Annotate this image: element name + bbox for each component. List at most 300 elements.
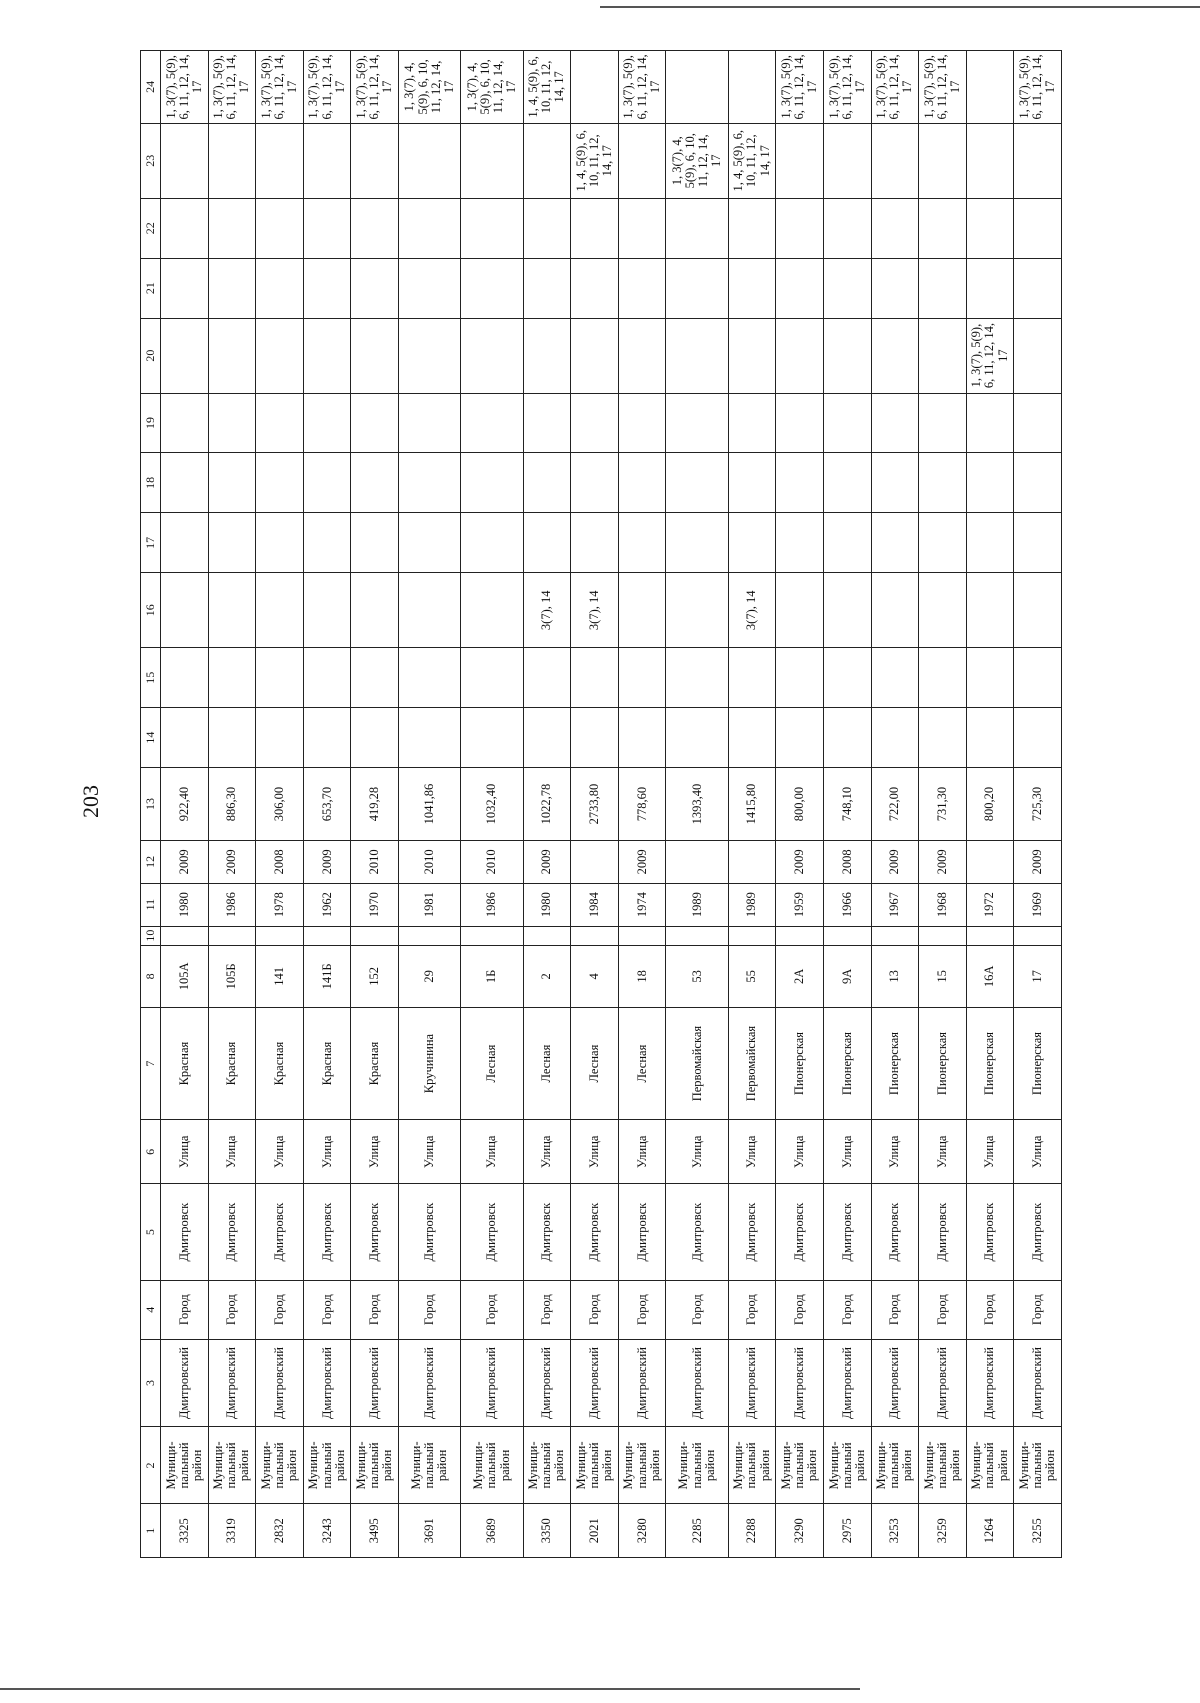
table-cell [523,648,571,708]
table-cell [523,258,571,318]
table-cell [1014,453,1062,513]
table-cell: 1, 3(7), 5(9), 6, 11, 12, 14, 17 [161,51,209,124]
table-cell [303,393,351,453]
table-cell: Пионерская [966,1007,1014,1119]
column-header: 19 [141,393,161,453]
table-cell: Кручинина [398,1007,460,1119]
table-cell: 1962 [303,883,351,926]
table-cell: 3350 [523,1504,571,1558]
table-cell: 2009 [208,840,256,883]
table-cell: 2008 [256,840,304,883]
table-cell: 3290 [776,1504,824,1558]
table-cell: 1393,40 [666,768,728,841]
table-cell [461,198,523,258]
column-header: 4 [141,1280,161,1339]
table-cell [776,393,824,453]
table-row [618,51,666,1558]
table-cell [728,648,776,708]
table-row [1014,51,1062,1558]
table-cell: Дмитровский [208,1339,256,1427]
table-cell [161,926,209,945]
table-row [776,51,824,1558]
table-cell [966,840,1014,883]
table-cell: 2733,80 [571,768,619,841]
table-cell: Дмитровский [919,1339,967,1427]
table-cell: 1966 [823,883,871,926]
table-cell: 4 [571,945,619,1007]
table-cell [776,648,824,708]
table-cell [398,258,460,318]
table-cell [208,708,256,768]
table-cell [398,198,460,258]
table-cell: 18 [618,945,666,1007]
table-cell: Улица [966,1120,1014,1184]
table-cell [303,573,351,648]
table-cell [966,708,1014,768]
table-cell: 2А [776,945,824,1007]
table-cell: Город [776,1280,824,1339]
table-cell [351,318,399,393]
table-cell [776,513,824,573]
table-cell [256,926,304,945]
table-cell [666,840,728,883]
table-cell: 1, 4, 5(9), 6, 10, 11, 12, 14, 17 [523,51,571,124]
table-cell: 1, 3(7), 5(9), 6, 11, 12, 14, 17 [919,51,967,124]
table-cell: Дмитровский [523,1339,571,1427]
table-cell [398,393,460,453]
table-cell: Муници-пальный район [208,1427,256,1504]
table-cell: 1, 3(7), 5(9), 6, 11, 12, 14, 17 [618,51,666,124]
table-cell [351,393,399,453]
table-cell: Дмитровский [871,1339,919,1427]
table-cell: Дмитровский [303,1339,351,1427]
table-cell [161,573,209,648]
column-header: 2 [141,1427,161,1504]
table-cell: Муници-пальный район [823,1427,871,1504]
table-cell: 1415,80 [728,768,776,841]
table-cell [461,708,523,768]
column-header: 17 [141,513,161,573]
table-row [398,51,460,1558]
column-header: 22 [141,198,161,258]
table-cell: Улица [256,1120,304,1184]
table-cell: 2288 [728,1504,776,1558]
table-cell: 731,30 [919,768,967,841]
table-cell [256,573,304,648]
table-cell [776,573,824,648]
table-cell: 722,00 [871,768,919,841]
table-cell [919,318,967,393]
table-cell: Дмитровский [1014,1339,1062,1427]
table-cell: Дмитровск [871,1184,919,1280]
column-header: 18 [141,453,161,513]
table-cell: Город [618,1280,666,1339]
table-cell [208,513,256,573]
table-cell: 3243 [303,1504,351,1558]
table-cell: Город [461,1280,523,1339]
column-header: 20 [141,318,161,393]
table-cell: 1984 [571,883,619,926]
table-cell: Город [256,1280,304,1339]
table-cell: 1, 3(7), 5(9), 6, 11, 12, 14, 17 [256,51,304,124]
table-cell: Дмитровский [666,1339,728,1427]
table-cell [1014,393,1062,453]
table-cell [208,573,256,648]
table-cell [461,648,523,708]
column-header: 1 [141,1504,161,1558]
table-cell [728,393,776,453]
table-cell: 1986 [208,883,256,926]
table-cell: Дмитровский [618,1339,666,1427]
table-cell [351,513,399,573]
table-cell: 1, 3(7), 5(9), 6, 11, 12, 14, 17 [776,51,824,124]
table-cell [571,393,619,453]
table-cell [618,648,666,708]
table-cell: 2285 [666,1504,728,1558]
table-cell [161,123,209,198]
table-cell: Лесная [571,1007,619,1119]
table-cell: Дмитровский [776,1339,824,1427]
table-cell [728,258,776,318]
table-cell: 2009 [618,840,666,883]
table-cell [919,258,967,318]
table-cell [919,513,967,573]
table-cell: 2975 [823,1504,871,1558]
table-cell: Улица [1014,1120,1062,1184]
table-cell [1014,123,1062,198]
table-cell: Муници-пальный район [256,1427,304,1504]
table-cell [823,258,871,318]
table-cell: Улица [666,1120,728,1184]
table-cell [303,318,351,393]
table-cell: Дмитровск [303,1184,351,1280]
table-cell [256,123,304,198]
table-cell [351,648,399,708]
table-cell [303,198,351,258]
table-cell [728,926,776,945]
table-cell [823,453,871,513]
table-cell [871,393,919,453]
table-cell: 1968 [919,883,967,926]
table-cell [571,51,619,124]
table-cell [161,318,209,393]
table-cell: Дмитровский [728,1339,776,1427]
table-cell [919,198,967,258]
table-cell: 13 [871,945,919,1007]
table-cell: Дмитровск [919,1184,967,1280]
table-cell [618,453,666,513]
table-cell: 2010 [398,840,460,883]
table-cell: 2009 [1014,840,1062,883]
table-cell: Город [871,1280,919,1339]
table-cell: Дмитровский [161,1339,209,1427]
table-cell [398,648,460,708]
table-cell [461,453,523,513]
table-cell [256,708,304,768]
table-cell: Муници-пальный район [666,1427,728,1504]
table-cell: Муници-пальный район [871,1427,919,1504]
table-cell [398,123,460,198]
table-cell: 3691 [398,1504,460,1558]
table-cell [351,123,399,198]
table-cell [303,258,351,318]
table-cell: Дмитровский [966,1339,1014,1427]
table-cell [666,573,728,648]
table-cell: 2009 [161,840,209,883]
table-cell [823,648,871,708]
table-cell: 3(7), 14 [728,573,776,648]
table-cell [871,648,919,708]
table-cell [966,573,1014,648]
table-cell [618,123,666,198]
table-cell: 800,00 [776,768,824,841]
table-cell: 306,00 [256,768,304,841]
table-cell [919,453,967,513]
table-row [571,51,619,1558]
table-cell: Дмитровск [161,1184,209,1280]
table-cell: Муници-пальный район [398,1427,460,1504]
table-cell: Муници-пальный район [303,1427,351,1504]
table-cell: Улица [618,1120,666,1184]
table-cell: 1969 [1014,883,1062,926]
table-cell [823,393,871,453]
table-cell [303,708,351,768]
table-cell: Красная [161,1007,209,1119]
table-cell [666,393,728,453]
table-cell: 1980 [523,883,571,926]
table-cell: Город [666,1280,728,1339]
table-cell [966,123,1014,198]
column-header: 11 [141,883,161,926]
table-cell: 1, 4, 5(9), 6, 10, 11, 12, 14, 17 [571,123,619,198]
table-cell [666,51,728,124]
table-cell [666,258,728,318]
scan-edge-bottom [0,1688,860,1690]
table-cell [666,318,728,393]
table-cell: Улица [823,1120,871,1184]
table-cell [303,926,351,945]
table-cell: Дмитровск [351,1184,399,1280]
table-cell: Пионерская [823,1007,871,1119]
table-cell: 9А [823,945,871,1007]
table-cell: 55 [728,945,776,1007]
table-cell [208,318,256,393]
table-cell [666,648,728,708]
table-cell [523,926,571,945]
table-cell: Город [1014,1280,1062,1339]
table-cell [666,513,728,573]
table-cell: Город [208,1280,256,1339]
table-cell: Дмитровск [666,1184,728,1280]
table-row [161,51,209,1558]
table-cell [871,198,919,258]
table-cell: 2010 [461,840,523,883]
table-cell: 922,40 [161,768,209,841]
table-cell: 1974 [618,883,666,926]
table-cell: 53 [666,945,728,1007]
table-cell: Дмитровск [461,1184,523,1280]
table-cell: Улица [571,1120,619,1184]
table-cell [461,393,523,453]
table-cell [728,453,776,513]
table-cell: 886,30 [208,768,256,841]
table-cell: Город [919,1280,967,1339]
table-cell [966,51,1014,124]
column-header: 14 [141,708,161,768]
table-cell: 3255 [1014,1504,1062,1558]
table-cell: Улица [351,1120,399,1184]
table-cell [208,198,256,258]
table-cell [666,926,728,945]
table-cell: 105А [161,945,209,1007]
table-cell [618,393,666,453]
column-header: 12 [141,840,161,883]
column-header: 23 [141,123,161,198]
registry-table [140,50,1062,1558]
table-cell: Улица [919,1120,967,1184]
table-cell [303,513,351,573]
table-cell [208,123,256,198]
table-cell [919,926,967,945]
table-row [823,51,871,1558]
table-row [461,51,523,1558]
column-header: 24 [141,51,161,124]
table-cell [919,123,967,198]
table-cell: Улица [523,1120,571,1184]
table-cell [523,393,571,453]
table-cell: Улица [776,1120,824,1184]
table-cell: 3319 [208,1504,256,1558]
table-cell: 2009 [776,840,824,883]
table-cell [351,453,399,513]
table-cell [351,258,399,318]
table-cell [618,258,666,318]
table-cell: Муници-пальный район [1014,1427,1062,1504]
table-cell: 1970 [351,883,399,926]
table-cell: Город [571,1280,619,1339]
table-cell [871,513,919,573]
table-cell [571,318,619,393]
table-cell [618,198,666,258]
table-cell [776,258,824,318]
table-cell: 1967 [871,883,919,926]
table-cell: Муници-пальный район [461,1427,523,1504]
table-cell [571,648,619,708]
table-cell: 2009 [303,840,351,883]
table-cell: Лесная [523,1007,571,1119]
table-cell: 1, 3(7), 5(9), 6, 11, 12, 14, 17 [823,51,871,124]
table-cell [1014,198,1062,258]
table-cell [666,708,728,768]
table-row [871,51,919,1558]
table-cell: Город [398,1280,460,1339]
table-cell: 15 [919,945,967,1007]
table-cell [523,123,571,198]
table-cell: 1, 3(7), 5(9), 6, 11, 12, 14, 17 [871,51,919,124]
table-cell [571,840,619,883]
table-cell: 17 [1014,945,1062,1007]
table-cell [256,453,304,513]
table-cell [871,258,919,318]
table-cell: 748,10 [823,768,871,841]
table-cell [1014,648,1062,708]
table-cell: 1986 [461,883,523,926]
table-cell: 1, 3(7), 5(9), 6, 11, 12, 14, 17 [966,318,1014,393]
table-cell [776,926,824,945]
table-cell: 1980 [161,883,209,926]
column-header: 16 [141,573,161,648]
table-body [161,51,1062,1558]
table-cell [823,573,871,648]
table-cell: Дмитровск [823,1184,871,1280]
table-cell: Дмитровск [776,1184,824,1280]
table-cell [161,393,209,453]
table-cell [776,318,824,393]
table-cell [966,198,1014,258]
table-cell [823,198,871,258]
table-cell [398,453,460,513]
table-cell: Город [523,1280,571,1339]
table-cell [1014,926,1062,945]
table-cell: Город [303,1280,351,1339]
table-cell [728,51,776,124]
table-cell: Улица [208,1120,256,1184]
table-cell [523,453,571,513]
table-cell: Муници-пальный район [161,1427,209,1504]
table-cell [571,513,619,573]
table-cell: Город [351,1280,399,1339]
table-cell: Дмитровск [1014,1184,1062,1280]
table-cell [871,318,919,393]
table-cell: Муници-пальный район [571,1427,619,1504]
rotated-table-container [140,50,1062,1558]
table-cell [461,573,523,648]
table-cell [618,318,666,393]
table-cell: Город [966,1280,1014,1339]
table-cell: 653,70 [303,768,351,841]
table-row [666,51,728,1558]
table-cell [398,926,460,945]
table-cell: Дмитровск [571,1184,619,1280]
table-cell: Дмитровск [728,1184,776,1280]
table-cell: Дмитровский [398,1339,460,1427]
table-cell: Красная [208,1007,256,1119]
table-cell: Красная [256,1007,304,1119]
table-row [966,51,1014,1558]
table-cell [1014,708,1062,768]
table-cell [161,513,209,573]
table-cell: 3259 [919,1504,967,1558]
table-row [728,51,776,1558]
table-cell: 3495 [351,1504,399,1558]
table-cell: 3280 [618,1504,666,1558]
table-cell [966,393,1014,453]
table-cell: Муници-пальный район [966,1427,1014,1504]
table-cell [666,198,728,258]
table-cell: Город [161,1280,209,1339]
table-cell: 1, 3(7), 5(9), 6, 11, 12, 14, 17 [1014,51,1062,124]
column-header: 3 [141,1339,161,1427]
column-header: 15 [141,648,161,708]
table-cell: 2021 [571,1504,619,1558]
table-cell: Улица [161,1120,209,1184]
table-row [208,51,256,1558]
table-cell: 3689 [461,1504,523,1558]
table-cell: Дмитровск [208,1184,256,1280]
table-cell [871,926,919,945]
table-cell [398,708,460,768]
table-cell: 1989 [728,883,776,926]
